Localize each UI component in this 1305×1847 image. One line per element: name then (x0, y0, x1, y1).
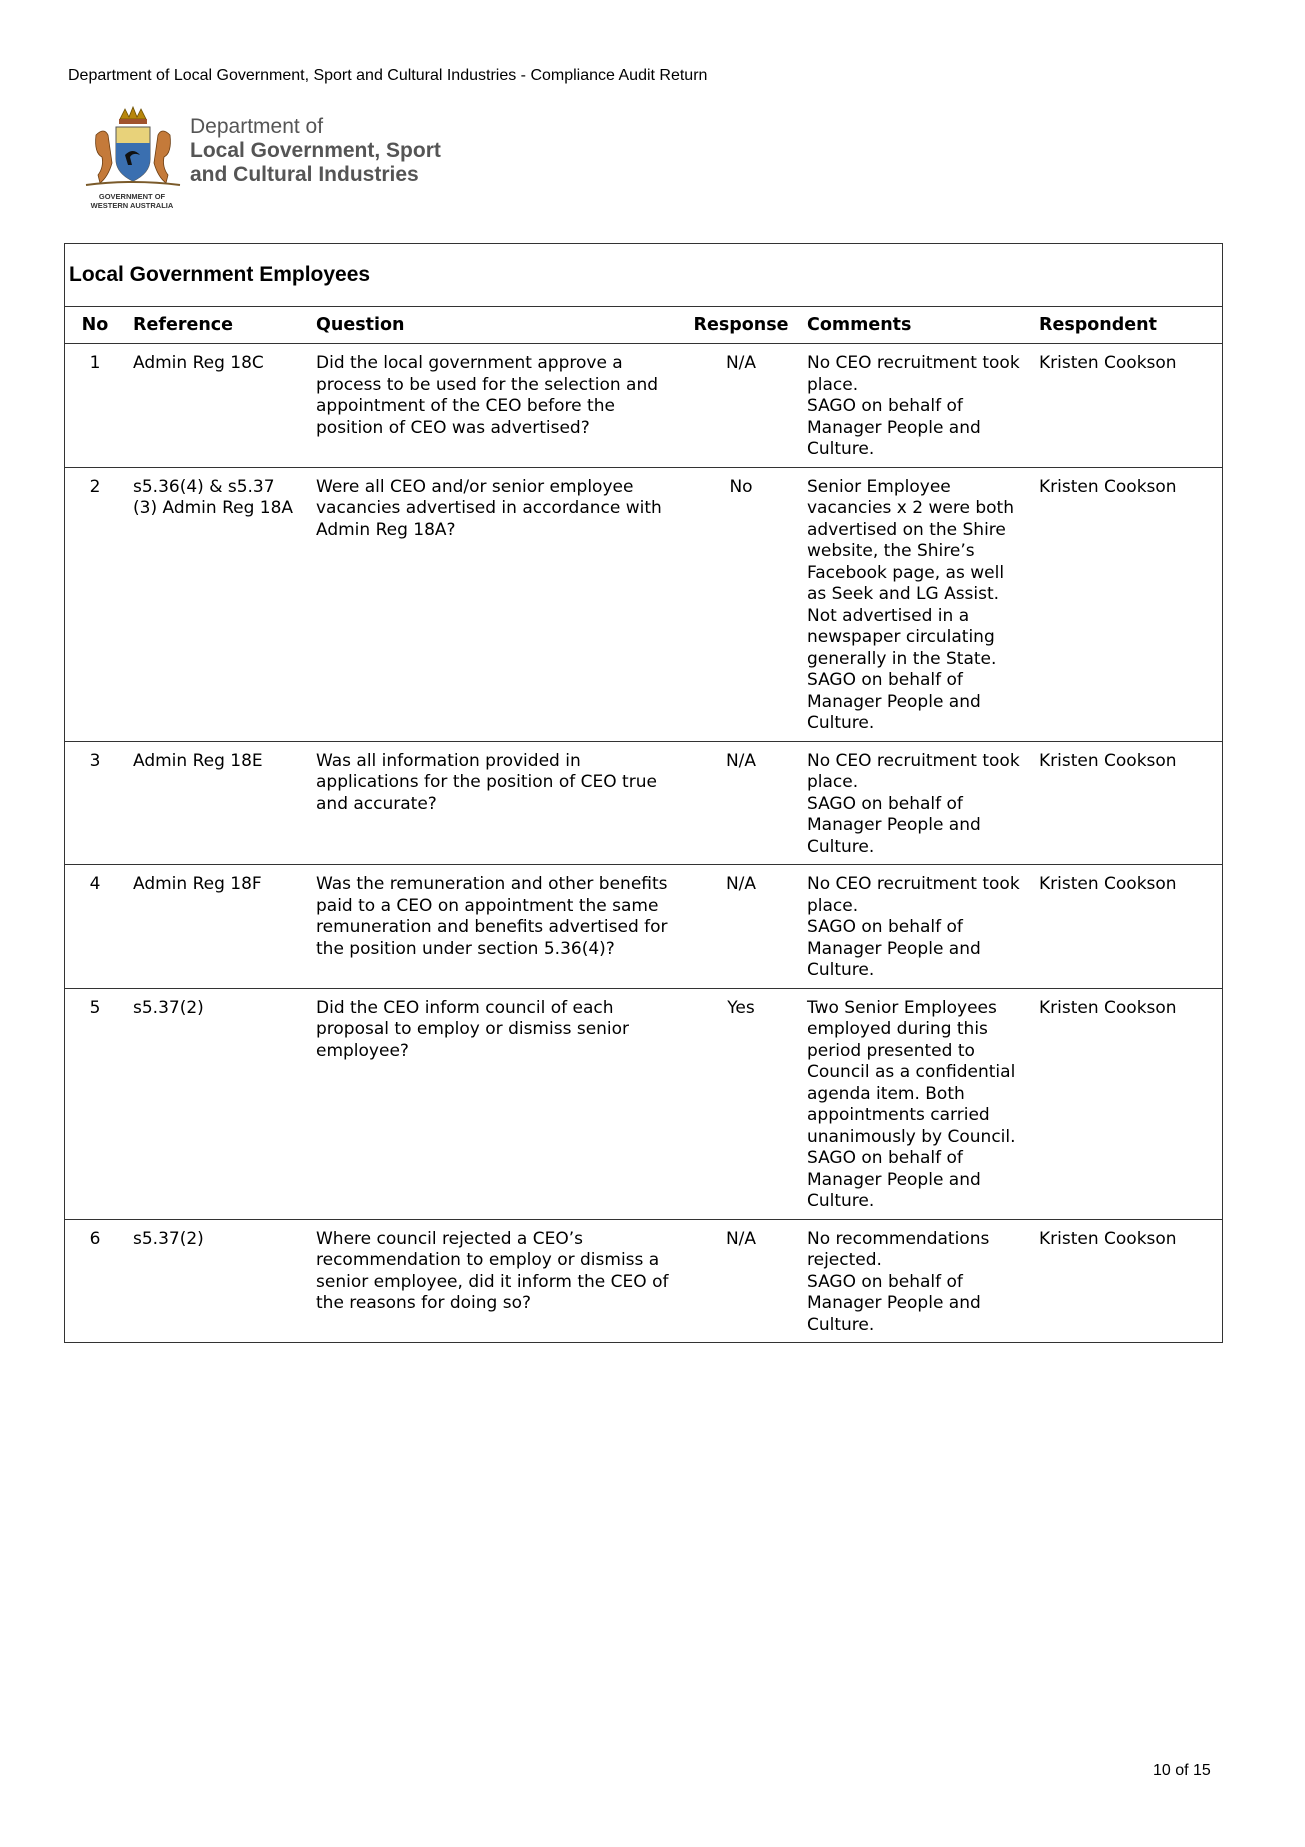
page-number: 10 of 15 (1153, 1762, 1211, 1779)
col-header-reference: Reference (125, 307, 308, 344)
cell-no: 6 (89, 1228, 101, 1249)
cell-reference: s5.37(2) (125, 988, 308, 1219)
table-row (65, 344, 1222, 468)
table-row (65, 467, 1222, 741)
cell-comments: Senior Employee vacancies x 2 were both advertised on the Shire website, the Shire’s Facebook page, as well as Seek and LG Assist. Not advertised in a newspaper circulating generally in the State. SAGO on behalf of Manager People and Culture. (799, 467, 1031, 741)
cell-no: 2 (65, 467, 125, 741)
cell-response: N/A (683, 865, 799, 989)
section-title: Local Government Employees (65, 244, 1222, 307)
col-header-response: Response (683, 307, 799, 344)
cell-question: Were all CEO and/or senior employee vacancies advertised in accordance with Admin Reg 18A? (308, 467, 683, 741)
cell-reference: Admin Reg 18F (125, 865, 308, 989)
cell-respondent: Kristen Cookson (1031, 741, 1222, 865)
table-row (65, 741, 1222, 865)
cell-reference: s5.36(4) & s5.37 (3) Admin Reg 18A (125, 467, 308, 741)
cell-question: Did the CEO inform council of each proposal to employ or dismiss senior employee? (308, 988, 683, 1219)
cell-respondent: Kristen Cookson (1031, 344, 1222, 468)
cell-no: 1 (65, 344, 125, 468)
col-header-comments: Comments (799, 307, 1031, 344)
crest-caption-line-1: GOVERNMENT OF (98, 192, 166, 201)
cell-comments: No CEO recruitment took place. SAGO on behalf of Manager People and Culture. (799, 741, 1031, 865)
cell-reference: Admin Reg 18C (125, 344, 308, 468)
cell-response: N/A (725, 1228, 757, 1249)
cell-respondent: Kristen Cookson (1031, 467, 1222, 741)
department-name (190, 115, 441, 187)
cell-question: Did the local government approve a process to be used for the selection and appointment of the CEO before the position of CEO was advertised? (308, 344, 683, 468)
cell-no: 5 (65, 988, 125, 1219)
cell-no: 4 (65, 865, 125, 989)
col-header-no: No (65, 307, 125, 344)
department-name-line-2: Local Government, Sport (190, 139, 441, 162)
cell-response: No (683, 467, 799, 741)
table-header-row (65, 307, 1222, 344)
crest-caption-line-2: WESTERN AUSTRALIA (90, 201, 174, 210)
table-row (65, 1219, 1222, 1342)
cell-respondent: Kristen Cookson (1031, 865, 1222, 989)
audit-table (65, 307, 1222, 1342)
crest-caption (78, 192, 186, 210)
cell-comments: Two Senior Employees employed during this period presented to Council as a confidential agenda item. Both appointments carried unanimously by Council. SAGO on behalf of Manager People and Culture. (799, 988, 1031, 1219)
table-row (65, 865, 1222, 989)
cell-reference: Admin Reg 18E (125, 741, 308, 865)
col-header-respondent: Respondent (1031, 307, 1222, 344)
cell-reference: s5.37(2) (133, 1228, 204, 1249)
cell-comments: No CEO recruitment took place. SAGO on behalf of Manager People and Culture. (799, 344, 1031, 468)
cell-response: Yes (683, 988, 799, 1219)
table-row (65, 988, 1222, 1219)
col-header-question: Question (308, 307, 683, 344)
cell-question: Was the remuneration and other benefits paid to a CEO on appointment the same remuneration and benefits advertised for the position under section 5.36(4)? (308, 865, 683, 989)
cell-response: N/A (683, 741, 799, 865)
cell-response: N/A (683, 344, 799, 468)
department-name-line-1: Department of (190, 115, 324, 138)
cell-question: Was all information provided in applications for the position of CEO true and accurate? (308, 741, 683, 865)
cell-comments: No recommendations rejected. SAGO on behalf of Manager People and Culture. (807, 1228, 990, 1335)
cell-respondent: Kristen Cookson (1031, 988, 1222, 1219)
cell-question: Where council rejected a CEO’s recommendation to employ or dismiss a senior employee, did it inform the CEO of the reasons for doing so? (316, 1228, 669, 1313)
department-name-line-3: and Cultural Industries (190, 163, 419, 186)
cell-comments: No CEO recruitment took place. SAGO on behalf of Manager People and Culture. (799, 865, 1031, 989)
cell-respondent: Kristen Cookson (1039, 1228, 1177, 1249)
page-header-title: Department of Local Government, Sport and Cultural Industries - Compliance Audit Return (68, 67, 708, 84)
audit-table-section (64, 243, 1223, 1343)
cell-no: 3 (65, 741, 125, 865)
department-logo (78, 105, 448, 215)
